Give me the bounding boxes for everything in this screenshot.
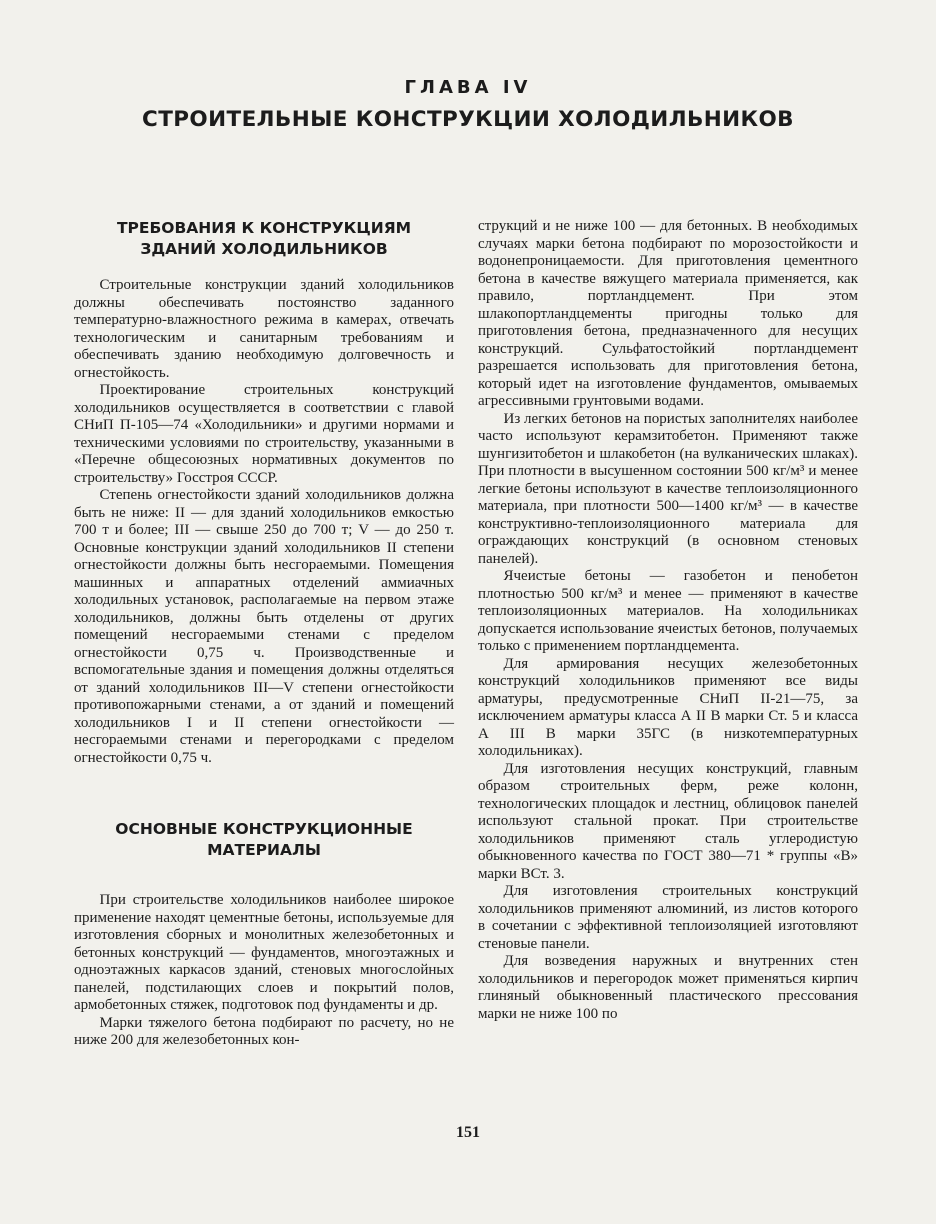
paragraph: При строительстве холодильников наиболее широкое применение находят цементные бетоны, используемые для изготовления сборных и монолитных железобетонных и бетонных конструкций — фундаментов, многоэтажных и одноэтажных каркасов зданий, стеновых многослойных панелей, подстилающих слоев и покрытий полов, армобетонных стяжек, подготовок под фундаменты и др.: [74, 892, 454, 1013]
paragraph: Ячеистые бетоны — газобетон и пенобетон плотностью 500 кг/м³ и менее — применяют в качестве теплоизоляционных материалов. На холодильниках допускается использование ячеистых бетонов, получаемых только с применением портландцемента.: [478, 568, 858, 654]
section-heading-line: МАТЕРИАЛЫ: [207, 841, 321, 859]
paragraph: Для изготовления строительных конструкций холодильников применяют алюминий, из листов которого в сочетании с эффективной теплоизоляцией изготовляют стеновые панели.: [478, 883, 858, 952]
paragraph: Марки тяжелого бетона подбирают по расчету, но не ниже 200 для железобетонных кон-: [74, 1014, 454, 1048]
chapter-label: ГЛАВА IV: [404, 77, 532, 98]
section-heading-requirements: [74, 218, 454, 260]
left-column: [74, 218, 454, 1050]
section-heading-line: ЗДАНИЙ ХОЛОДИЛЬНИКОВ: [140, 240, 388, 258]
chapter-title: СТРОИТЕЛЬНЫЕ КОНСТРУКЦИИ ХОЛОДИЛЬНИКОВ: [142, 107, 794, 132]
paragraph: Проектирование строительных конструкций холодильников осуществляется в соответствии с главой СНиП П-105—74 «Холодильники» и другими нормами и техническими условиями по строительству, указанными в «Перечне общесоюзных нормативных документов по строительству» Госстроя СССР.: [74, 382, 454, 486]
paragraph: Строительные конструкции зданий холодильников должны обеспечивать постоянство заданного температурно-влажностного режима в камерах, отвечать технологическим и санитарным требованиям и обеспечивать зданию необходимую долговечность и огнестойкость.: [74, 277, 454, 381]
paragraph: Из легких бетонов на пористых заполнителях наиболее часто используют керамзитобетон. Применяют также шунгизитобетон и шлакобетон (на вулканических шлаках). При плотности в высушенном состоянии 500 кг/м³ и менее легкие бетоны используют в качестве теплоизоляционного материала, при плотности 500—1400 кг/м³ — в качестве конструктивно-теплоизоляционного материала для ограждающих конструкций (в основном стеновых панелей).: [478, 410, 858, 567]
paragraph-continuation: струкций и не ниже 100 — для бетонных. В необходимых случаях марки бетона подбирают по морозостойкости и водонепроницаемости. Для приготовления цементного бетона в качестве вяжущего материала применяется, как правило, портландцемент. При этом шлакопортландцементы пригодны только для приготовления бетона, предназначенного для несущих конструкций. Сульфатостойкий портландцемент разрешается использовать для приготовления бетона, который идет на изготовление фундаментов, омываемых агрессивными грунтовыми водами.: [478, 218, 858, 409]
section-heading-materials: [74, 819, 454, 861]
right-column: [478, 218, 858, 1023]
page-number: 151: [456, 1124, 480, 1141]
section-heading-line: ОСНОВНЫЕ КОНСТРУКЦИОННЫЕ: [115, 820, 413, 838]
paragraph: Степень огнестойкости зданий холодильников должна быть не ниже: II — для зданий холодильников емкостью 700 т и более; III — свыше 250 до 700 т; V — до 250 т. Основные конструкции зданий холодильников II степени огнестойкости должны быть несгораемыми. Помещения машинных и аппаратных отделений аммиачных холодильных установок, располагаемые на первом этаже холодильников, должны быть отделены от других помещений несгораемыми стенами с пределом огнестойкости 0,75 ч. Производственные и вспомогательные здания и помещения должны отделяться от зданий холодильников III—V степени огнестойкости противопожарными стенами, а от зданий и помещений холодильников I и II степени огнестойкости — несгораемыми стенами и перегородками с пределом огнестойкости 0,75 ч.: [74, 487, 454, 766]
section-heading-line: ТРЕБОВАНИЯ К КОНСТРУКЦИЯМ: [116, 219, 412, 237]
paragraph: Для изготовления несущих конструкций, главным образом строительных ферм, реже колонн, технологических площадок и лестниц, облицовок панелей используют стальной прокат. При строительстве холодильников применяют сталь углеродистую обыкновенного качества по ГОСТ 380—71 * группы «В» марки ВСт. 3.: [478, 760, 858, 882]
paragraph: Для возведения наружных и внутренних стен холодильников и перегородок может применяться кирпич глиняный обыкновенный пластического прессования марки не ниже 100 по: [478, 953, 858, 1022]
paragraph: Для армирования несущих железобетонных конструкций холодильников применяют все виды арматуры, предусмотренные СНиП II-21—75, за исключением арматуры класса А II В марки Ст. 5 и класса А III В марки 35ГС (в низкотемпературных холодильниках).: [478, 655, 858, 759]
